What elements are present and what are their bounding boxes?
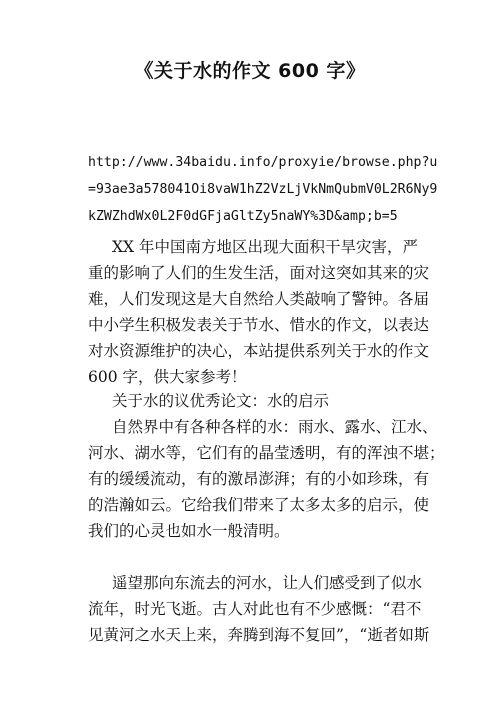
url-line: =93ae3a578041Oi8vaW1hZ2VzLjVkNmQubmV0L2R6Ny9 — [88, 182, 438, 197]
url-line: kZWZhdWx0L2F0dGFjaGltZy5naWY%3D&amp;b=5 — [88, 209, 398, 224]
section-subheading: 关于水的议优秀论文：水的启示 — [112, 392, 330, 410]
paragraph-line: 对水资源维护的决心，本站提供系列关于水的作文 — [88, 342, 430, 360]
url-line: http://www.34baidu.info/proxyie/browse.php?u — [88, 155, 438, 170]
paragraph-line: 流年，时光飞逝。古人对此也有不少感慨：“君不 — [88, 600, 422, 618]
paragraph-line: 河水、湖水等，它们有的晶莹透明，有的浑浊不堪； — [88, 444, 445, 462]
paragraph-line: 遥望那向东流去的河水，让人们感受到了似水 — [112, 574, 423, 592]
paragraph-line: 中小学生积极发表关于节水、惜水的作文，以表达 — [88, 316, 430, 334]
paragraph-line: 重的影响了人们的生发生活，面对这突如其来的灾 — [88, 264, 430, 282]
document-title: 《关于水的作文 600 字》 — [134, 60, 366, 82]
paragraph-line: 自然界中有各种各样的水：雨水、露水、江水、 — [112, 418, 438, 436]
paragraph-line: 有的缓缓流动，有的激昂澎湃；有的小如珍珠，有 — [88, 470, 430, 488]
paragraph-line: 的浩瀚如云。它给我们带来了太多太多的启示，使 — [88, 496, 430, 514]
paragraph-line: 600 字，供大家参考！ — [88, 368, 247, 386]
paragraph-line: 见黄河之水天上来，奔腾到海不复回”，“逝者如斯 — [88, 626, 430, 644]
paragraph-line: 我们的心灵也如水一般清明。 — [88, 522, 290, 540]
paragraph-line: XX 年中国南方地区出现大面积干旱灾害，严 — [112, 238, 418, 256]
paragraph-line: 难，人们发现这是大自然给人类敲响了警钟。各届 — [88, 290, 430, 308]
